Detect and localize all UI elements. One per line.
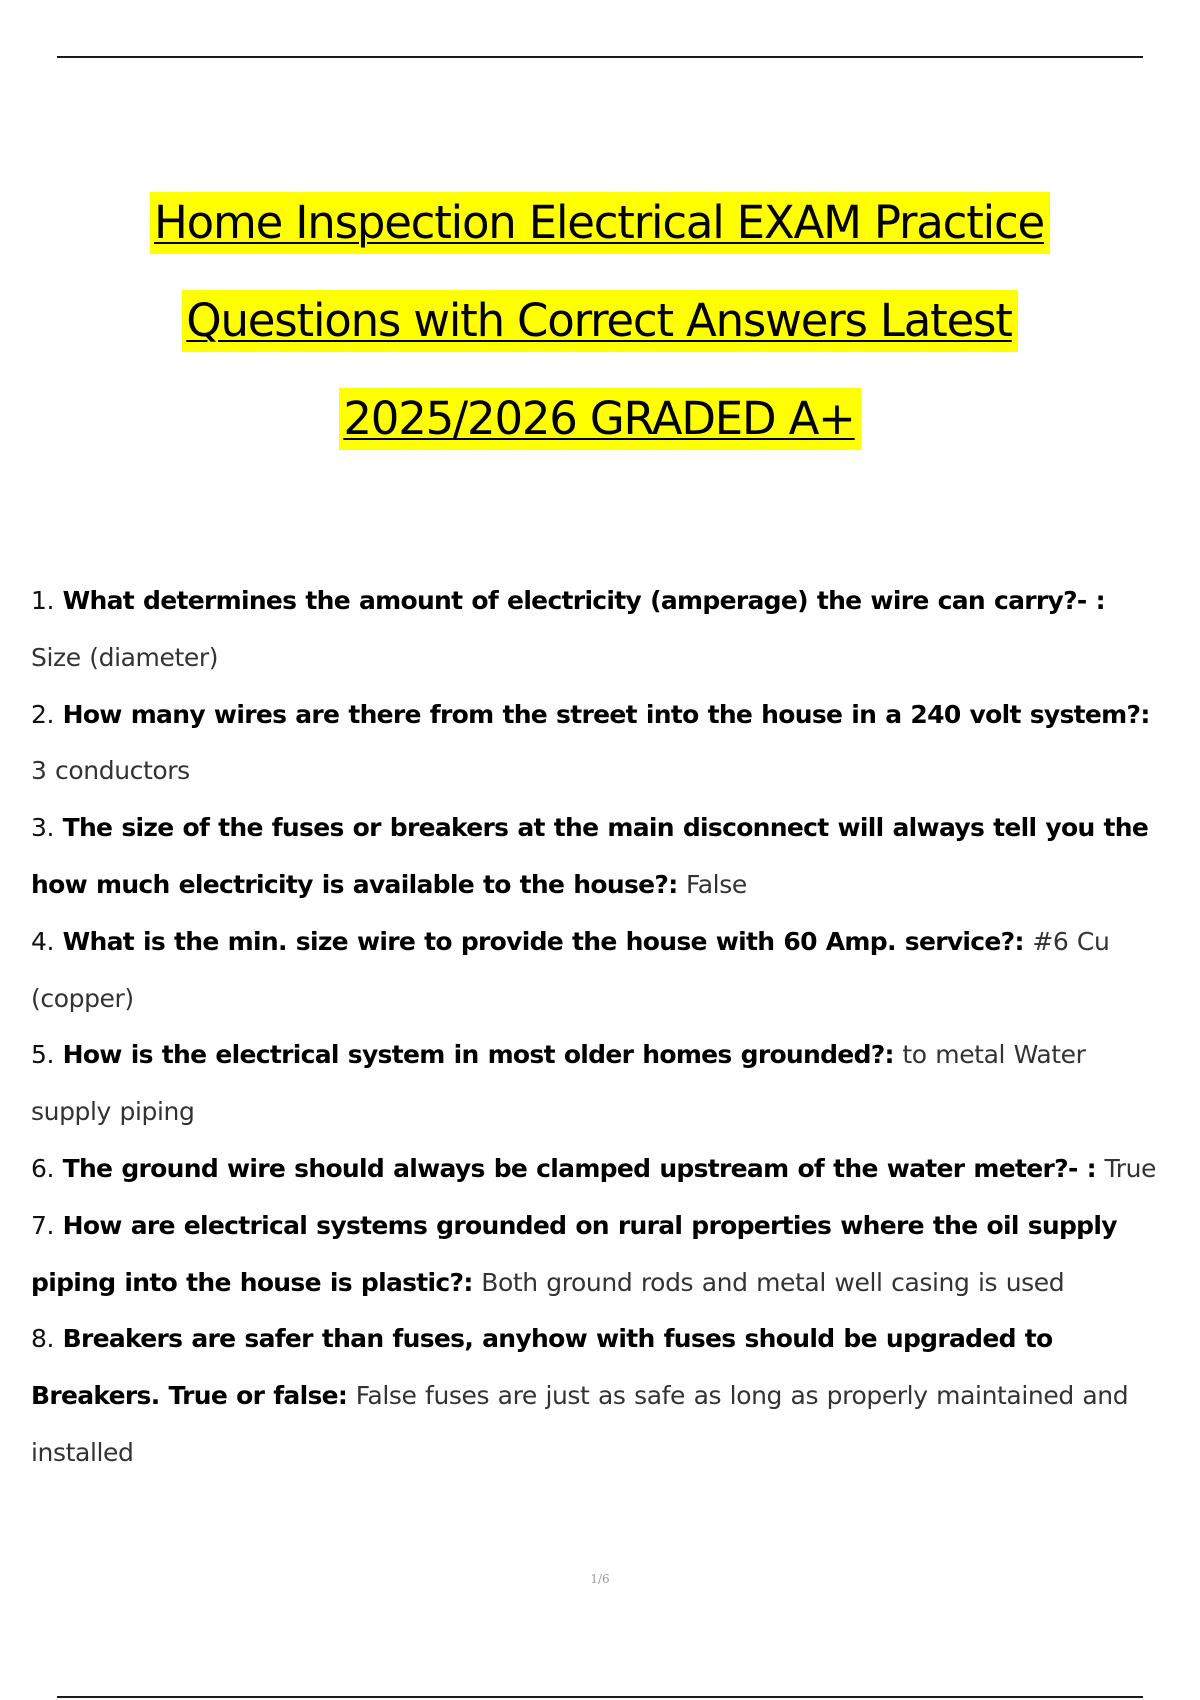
title-line-1-text: Home Inspection Electrical EXAM Practice (150, 192, 1050, 254)
answer-text: True (1104, 1153, 1157, 1183)
question-item-3 (31, 800, 1161, 914)
answer-text: False fuses are just as safe as long as properly maintained and installed (31, 1381, 1129, 1467)
question-item-1 (31, 573, 1161, 687)
title-line-3 (40, 380, 1160, 478)
question-number: 3. (31, 813, 55, 843)
bottom-rule (57, 1696, 1143, 1698)
answer-text: Size (diameter) (31, 642, 219, 672)
question-text: How many wires are there from the street into the house in a 240 volt system?: (62, 699, 1150, 729)
answer-text: False (686, 869, 747, 899)
title-line-1 (40, 184, 1160, 282)
question-number: 7. (31, 1210, 55, 1240)
question-text: The size of the fuses or breakers at the main disconnect will always tell you the how much electricity is available to the house?: (31, 813, 1149, 899)
answer-text: to metal Water supply piping (31, 1040, 1086, 1127)
question-list (31, 573, 1161, 1482)
question-text: What determines the amount of electricity (amperage) the wire can carry?- : (62, 586, 1105, 615)
title-line-3-text: 2025/2026 GRADED A+ (339, 388, 860, 450)
page-number: 1/6 (590, 1572, 610, 1586)
question-number: 2. (31, 699, 55, 729)
question-item-2 (31, 687, 1161, 801)
question-number: 1. (31, 586, 55, 615)
question-number: 6. (31, 1153, 55, 1183)
title-line-2-text: Questions with Correct Answers Latest (182, 290, 1018, 352)
answer-text: Both ground rods and metal well casing is used (481, 1267, 1065, 1297)
title-line-2 (40, 282, 1160, 380)
question-text: How are electrical systems grounded on rural properties where the oil supply piping into the house is plastic?: (31, 1210, 1117, 1297)
question-item-5 (31, 1027, 1161, 1141)
question-number: 8. (31, 1324, 55, 1354)
answer-text: #6 Cu (copper) (31, 926, 1110, 1013)
question-item-4 (31, 914, 1161, 1028)
question-item-8 (31, 1311, 1161, 1481)
question-item-7 (31, 1198, 1161, 1312)
question-item-6 (31, 1141, 1161, 1198)
top-rule (57, 56, 1143, 58)
answer-text: 3 conductors (31, 756, 190, 786)
question-text: What is the min. size wire to provide the house with 60 Amp. service?: (62, 926, 1024, 956)
question-text: Breakers are safer than fuses, anyhow with fuses should be upgraded to Breakers. True or false: (31, 1324, 1053, 1411)
document-title (40, 184, 1160, 478)
question-number: 4. (31, 926, 55, 956)
question-text: The ground wire should always be clamped upstream of the water meter?- : (62, 1153, 1096, 1183)
question-text: How is the electrical system in most older homes grounded?: (62, 1040, 894, 1070)
question-number: 5. (31, 1040, 55, 1070)
